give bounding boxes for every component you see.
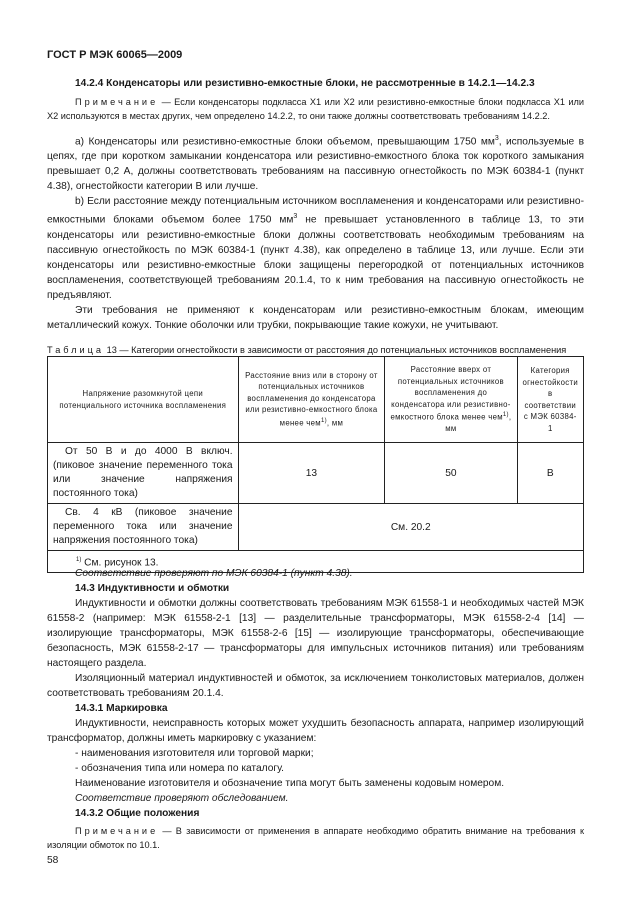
list-item: - обозначения типа или номера по каталогу. [75, 763, 284, 774]
text: , мм [445, 412, 512, 434]
document-header: ГОСТ Р МЭК 60065—2009 [47, 49, 183, 61]
paragraph-b [47, 194, 584, 302]
superscript: 3 [494, 135, 499, 142]
note-label: Примечание [75, 826, 159, 836]
caption-text: 13 — Категории огнестойкости в зависимости от расстояния до потенциальных источников воспламенения [104, 344, 567, 355]
note-text: — В зависимости от применения в аппарате необходимо обратить внимание на требования к изоляции обмоток по 10.1. [47, 826, 584, 850]
table-row [48, 504, 584, 551]
paragraph: Индуктивности, неисправность которых может ухудшить безопасность аппарата, например изолирующий трансформатор, должны иметь маркировку с указанием: [47, 718, 584, 744]
header-distance-up [385, 357, 517, 443]
caption-label: Таблица [47, 344, 105, 355]
cell-voltage: От 50 В и до 4000 В включ. (пиковое значение переменного тока или значение напряжения постоянного тока) [48, 443, 239, 504]
section-title: 14.3.1 Маркировка [75, 703, 168, 714]
cell-down: 13 [238, 443, 385, 504]
paragraph: Изоляционный материал индуктивностей и обмоток, за исключением тонколистовых материалов, должен соответствовать требованиям 20.1.4. [47, 673, 584, 699]
paragraph: Наименование изготовителя и обозначение типа могут быть заменены кодовым номером. [75, 778, 505, 789]
section-14-2-4 [47, 76, 584, 357]
text: , мм [326, 418, 344, 428]
superscript: 1) [76, 557, 82, 563]
table-13 [47, 356, 584, 573]
compliance-text: Соответствие проверяют по МЭК 60384-1 (пункт 4.38). [75, 568, 353, 579]
paragraph: Индуктивности и обмотки должны соответствовать требованиям МЭК 61558-1 и необходимых частей МЭК 61558-2 (например: МЭК 61558-2-1 [13] — разделительные трансформаторы, МЭК 61558-2-4 [14] — изолирующие трансформаторы, МЭК 61558-2-6 [15] — изолирующие трансформаторы, обеспечивающие безопасность, МЭК 61558-2-17 — трансформаторы для импульсных источников питания) или требованиям настоящего раздела. [47, 598, 584, 669]
note [47, 95, 584, 123]
text: См. рисунок 13. [81, 557, 159, 569]
note-label: Примечание [75, 97, 159, 107]
page-number: 58 [47, 855, 59, 866]
header-distance-down [238, 357, 385, 443]
text: Расстояние вниз или в сторону от потенциальных источников воспламенения до конденсатора или резистивно-емкостного блока менее чем [245, 370, 378, 428]
header-voltage: Напряжение разомкнутой цепи потенциального источника воспламенения [48, 357, 239, 443]
table-header-row [48, 357, 584, 443]
section-title: 14.2.4 Конденсаторы или резистивно-емкостные блоки, не рассмотренные в 14.2.1—14.2.3 [75, 78, 535, 89]
section-14-3 [47, 566, 584, 852]
section-title: 14.3 Индуктивности и обмотки [75, 583, 230, 594]
cell-category: В [517, 443, 583, 504]
cell-up: 50 [385, 443, 517, 504]
cell-voltage: Св. 4 кВ (пиковое значение переменного тока или значение напряжения постоянного тока) [48, 504, 239, 551]
text: b) Если расстояние между потенциальным источником воспламенения и конденсаторами или резистивно-емкостными блоками объемом более 1750 мм [47, 196, 584, 226]
cell-merged: См. 20.2 [238, 504, 583, 551]
text: , используемые в цепях, где при коротком замыкании конденсатора или резистивно-емкостного блока ток короткого замыкания превышает 0,2 А, должны соответствовать требованиям на пассивную огнестойкость по МЭК 60384-1 (пункт 4.38), огнестойкости категории В или лучше. [47, 136, 584, 193]
table-row [48, 443, 584, 504]
paragraph-c: Эти требования не применяют к конденсаторам или резистивно-емкостным блокам, имеющим металлический кожух. Тонкие оболочки или трубки, покрывающие такие кожухи, не учитывают. [47, 304, 584, 331]
text: не превышает установленного в таблице 13, то эти конденсаторы или резистивно-емкостные блоки должны соответствовать необходимым требованиям на пассивную огнестойкость по МЭК 60384-1 (пункт 4.38), как определено в таблице 13, или лучше. Если эти конденсаторы или резистивно-емкостные блоки защищены перегородкой от потенциальных источников воспламенения, соответствующей требованиям 20.1.4, то к ним требования на пассивную огнестойкость не предъявляют. [47, 214, 584, 301]
section-title: 14.3.2 Общие положения [75, 808, 200, 819]
paragraph-a [47, 131, 584, 194]
text: а) Конденсаторы или резистивно-емкостные блоки объемом, превышающим 1750 мм [75, 136, 495, 148]
superscript: 1) [502, 412, 509, 419]
table-caption [47, 343, 584, 357]
note-text: — Если конденсаторы подкласса X1 или X2 или резистивно-емкостные блоки подкласса X1 или X2 используются в местах других, чем определено 14.2.2, то они также должны соответствовать требованиям 14.2.2. [47, 97, 584, 121]
text: Расстояние вверх от потенциальных источников воспламенения до конденсатора или резистивно-емкостного блока менее чем [390, 365, 511, 422]
superscript: 1) [320, 417, 327, 424]
header-category: Категория огнестойкости в соответствии с МЭК 60384-1 [517, 357, 583, 443]
superscript: 3 [293, 213, 298, 221]
list-item: - наименования изготовителя или торговой марки; [75, 748, 314, 759]
note [47, 824, 584, 852]
compliance-text: Соответствие проверяют обследованием. [75, 793, 289, 804]
